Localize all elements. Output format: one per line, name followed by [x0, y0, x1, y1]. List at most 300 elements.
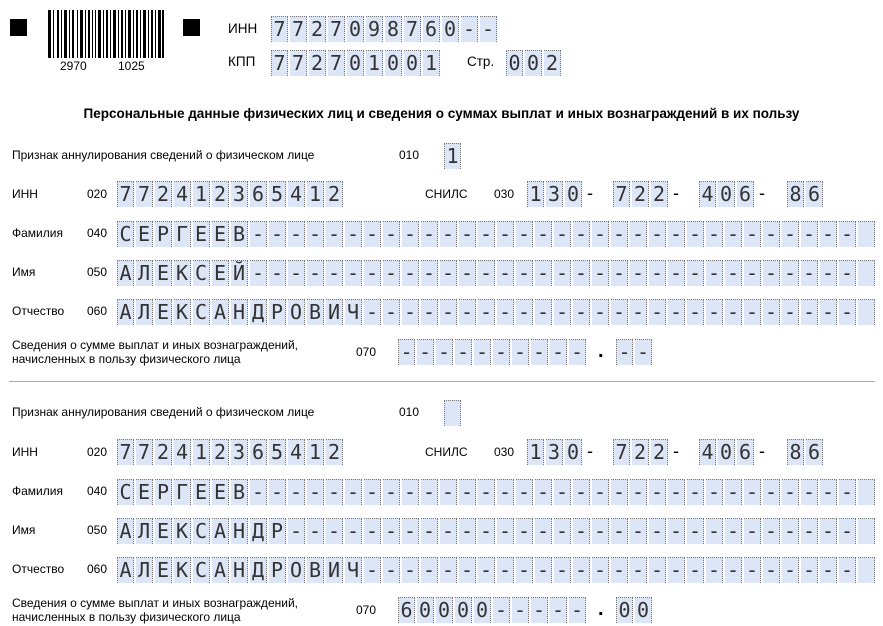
char-cell: - — [763, 299, 780, 325]
char-cell — [858, 557, 875, 583]
char-cell: Д — [250, 518, 267, 544]
char-cell: - — [307, 479, 324, 505]
char-cell: 2 — [651, 439, 668, 465]
char-cell: - — [725, 260, 742, 286]
char-cell: 0 — [525, 50, 542, 76]
snils-dash-2: - — [673, 441, 679, 461]
char-cell: 7 — [271, 50, 288, 76]
char-cell: 0 — [718, 439, 735, 465]
char-cell: - — [535, 479, 552, 505]
char-cell: - — [706, 479, 723, 505]
snils-dash-3: - — [759, 441, 765, 461]
char-cell: - — [493, 597, 510, 623]
record-divider — [9, 381, 875, 382]
char-cell: 0 — [565, 439, 582, 465]
char-cell: Р — [269, 299, 286, 325]
surname-label: Фамилия — [12, 484, 63, 498]
char-cell: - — [383, 479, 400, 505]
char-cell: - — [725, 221, 742, 247]
char-cell: - — [706, 260, 723, 286]
char-cell: - — [725, 557, 742, 583]
char-cell: - — [474, 339, 491, 365]
char-cell: 2 — [544, 50, 561, 76]
char-cell: - — [345, 260, 362, 286]
name-code: 050 — [87, 523, 108, 537]
char-cell: - — [516, 221, 533, 247]
char-cell: - — [725, 479, 742, 505]
char-cell: - — [459, 260, 476, 286]
char-cell — [858, 299, 875, 325]
char-cell: - — [820, 557, 837, 583]
char-cell: - — [250, 260, 267, 286]
char-cell: - — [269, 221, 286, 247]
char-cell: - — [649, 518, 666, 544]
patronymic-field[interactable] — [117, 557, 877, 583]
annul-label: Признак аннулирования сведений о физическом лице — [12, 405, 315, 419]
char-cell: - — [478, 260, 495, 286]
char-cell: 9 — [366, 16, 383, 42]
section-title: Персональные данные физических лиц и сведения о суммах выплат и иных вознаграждений в их пользу — [83, 106, 800, 121]
char-cell: - — [801, 299, 818, 325]
char-cell: - — [725, 299, 742, 325]
char-cell: А — [212, 518, 229, 544]
inn-label: ИНН — [12, 445, 38, 459]
char-cell: Л — [136, 518, 153, 544]
snils-dash-3: - — [759, 183, 765, 203]
char-cell: - — [497, 479, 514, 505]
char-cell: С — [117, 479, 134, 505]
char-cell: - — [573, 260, 590, 286]
char-cell: 6 — [423, 16, 440, 42]
char-cell: 4 — [288, 439, 305, 465]
char-cell: К — [174, 299, 191, 325]
header-inn-field[interactable] — [271, 16, 499, 42]
char-cell: - — [554, 260, 571, 286]
char-cell: К — [174, 557, 191, 583]
surname-field[interactable] — [117, 221, 877, 247]
char-cell: Е — [212, 221, 229, 247]
snils-code: 030 — [494, 187, 515, 201]
char-cell: 0 — [436, 597, 453, 623]
char-cell: - — [478, 518, 495, 544]
char-cell: - — [455, 339, 472, 365]
char-cell: - — [820, 518, 837, 544]
char-cell: 0 — [474, 597, 491, 623]
char-cell: 2 — [309, 50, 326, 76]
char-cell: - — [535, 518, 552, 544]
char-cell: - — [512, 339, 529, 365]
char-cell: 8 — [787, 181, 804, 207]
char-cell: - — [611, 557, 628, 583]
char-cell: - — [782, 518, 799, 544]
char-cell: - — [364, 299, 381, 325]
char-cell: Л — [136, 299, 153, 325]
char-cell: - — [436, 339, 453, 365]
char-cell: - — [839, 479, 856, 505]
char-cell: 1 — [444, 143, 461, 169]
char-cell: И — [326, 299, 343, 325]
char-cell: - — [531, 597, 548, 623]
char-cell: - — [307, 518, 324, 544]
snils-dash-1: - — [587, 441, 593, 461]
name-field[interactable] — [117, 518, 877, 544]
char-cell: - — [573, 221, 590, 247]
char-cell — [858, 518, 875, 544]
char-cell: 4 — [174, 181, 191, 207]
char-cell: 7 — [613, 181, 630, 207]
snils-part-1[interactable] — [527, 439, 584, 465]
char-cell: Н — [231, 557, 248, 583]
char-cell: Е — [136, 479, 153, 505]
corner-marker-right — [183, 19, 200, 36]
char-cell: - — [402, 299, 419, 325]
char-cell: - — [630, 479, 647, 505]
char-cell: - — [611, 299, 628, 325]
char-cell: - — [687, 479, 704, 505]
char-cell: - — [326, 518, 343, 544]
char-cell: - — [478, 221, 495, 247]
char-cell: А — [212, 557, 229, 583]
char-cell: Е — [155, 260, 172, 286]
header-page-label: Стр. — [467, 54, 495, 69]
char-cell: - — [592, 260, 609, 286]
char-cell: - — [421, 557, 438, 583]
char-cell: 4 — [699, 181, 716, 207]
char-cell: 0 — [347, 50, 364, 76]
char-cell: А — [117, 557, 134, 583]
char-cell: - — [573, 299, 590, 325]
char-cell: Р — [155, 221, 172, 247]
char-cell: Е — [136, 221, 153, 247]
char-cell: 7 — [613, 439, 630, 465]
char-cell: 0 — [718, 181, 735, 207]
char-cell: А — [212, 299, 229, 325]
char-cell: О — [288, 557, 305, 583]
char-cell: 1 — [423, 50, 440, 76]
char-cell: - — [820, 479, 837, 505]
char-cell: - — [402, 221, 419, 247]
char-cell: - — [801, 479, 818, 505]
char-cell: - — [421, 299, 438, 325]
char-cell: - — [801, 221, 818, 247]
char-cell: 0 — [442, 16, 459, 42]
char-cell: 2 — [651, 181, 668, 207]
char-cell: - — [345, 479, 362, 505]
char-cell: 2 — [155, 439, 172, 465]
char-cell: - — [288, 479, 305, 505]
char-cell: - — [744, 557, 761, 583]
char-cell: 2 — [326, 181, 343, 207]
char-cell: - — [288, 260, 305, 286]
char-cell: 3 — [231, 439, 248, 465]
char-cell: 6 — [398, 597, 415, 623]
char-cell: 7 — [290, 50, 307, 76]
patronymic-code: 060 — [87, 304, 108, 318]
sum-code: 070 — [356, 603, 377, 617]
sum-decimal-field[interactable] — [616, 339, 654, 365]
char-cell: - — [687, 260, 704, 286]
char-cell: 2 — [326, 439, 343, 465]
sum-decimal-point: . — [598, 340, 604, 362]
char-cell: 1 — [193, 439, 210, 465]
surname-code: 040 — [87, 484, 108, 498]
sum-label-line2: начисленных в пользу физического лица — [12, 352, 241, 366]
snils-part-2[interactable] — [613, 439, 670, 465]
header-kpp-label: КПП — [228, 54, 256, 69]
char-cell: - — [459, 221, 476, 247]
snils-part-1[interactable] — [527, 181, 584, 207]
patronymic-code: 060 — [87, 562, 108, 576]
char-cell: - — [725, 518, 742, 544]
char-cell: - — [531, 339, 548, 365]
char-cell: 6 — [737, 181, 754, 207]
snils-part-4[interactable] — [787, 439, 825, 465]
char-cell: - — [461, 16, 478, 42]
char-cell: Л — [136, 557, 153, 583]
char-cell: - — [402, 479, 419, 505]
char-cell: 3 — [546, 181, 563, 207]
char-cell: - — [706, 518, 723, 544]
char-cell: - — [516, 557, 533, 583]
char-cell: - — [649, 221, 666, 247]
char-cell: - — [569, 597, 586, 623]
char-cell: 0 — [347, 16, 364, 42]
name-label: Имя — [12, 523, 36, 537]
char-cell: - — [668, 518, 685, 544]
char-cell: - — [554, 221, 571, 247]
char-cell: 3 — [546, 439, 563, 465]
barcode-number-left: 2970 — [60, 59, 87, 73]
char-cell: 2 — [632, 439, 649, 465]
char-cell: - — [801, 260, 818, 286]
char-cell: - — [440, 260, 457, 286]
snils-label: СНИЛС — [425, 445, 468, 459]
char-cell: - — [554, 479, 571, 505]
char-cell: Р — [269, 518, 286, 544]
annul-field[interactable] — [444, 400, 463, 426]
char-cell: - — [516, 260, 533, 286]
char-cell: - — [550, 339, 567, 365]
char-cell: 6 — [250, 439, 267, 465]
char-cell: В — [307, 299, 324, 325]
char-cell: Ч — [345, 299, 362, 325]
char-cell: - — [630, 260, 647, 286]
char-cell: - — [649, 479, 666, 505]
sum-label-line1: Сведения о сумме выплат и иных вознаграждений, — [12, 596, 298, 610]
char-cell: - — [550, 597, 567, 623]
char-cell: - — [763, 479, 780, 505]
char-cell: - — [554, 299, 571, 325]
char-cell: - — [345, 518, 362, 544]
char-cell: - — [782, 260, 799, 286]
char-cell: - — [635, 339, 652, 365]
snils-part-2[interactable] — [613, 181, 670, 207]
char-cell: - — [839, 557, 856, 583]
char-cell: Д — [250, 557, 267, 583]
char-cell — [858, 260, 875, 286]
sum-decimal-point: . — [598, 598, 604, 620]
char-cell: 8 — [787, 439, 804, 465]
header-page-field[interactable] — [506, 50, 563, 76]
char-cell: 5 — [269, 439, 286, 465]
sum-integer-field[interactable] — [398, 597, 588, 623]
sum-decimal-field[interactable] — [616, 597, 654, 623]
char-cell: - — [616, 339, 633, 365]
char-cell: С — [193, 299, 210, 325]
char-cell: - — [744, 518, 761, 544]
char-cell: Е — [155, 299, 172, 325]
char-cell: - — [497, 299, 514, 325]
char-cell: Е — [212, 479, 229, 505]
char-cell: - — [763, 221, 780, 247]
char-cell: - — [668, 260, 685, 286]
char-cell: - — [326, 221, 343, 247]
char-cell: - — [417, 339, 434, 365]
char-cell: - — [383, 221, 400, 247]
char-cell: С — [117, 221, 134, 247]
char-cell: - — [744, 221, 761, 247]
char-cell: 2 — [632, 181, 649, 207]
char-cell: - — [592, 299, 609, 325]
char-cell: - — [630, 518, 647, 544]
char-cell: - — [839, 299, 856, 325]
char-cell: Е — [155, 557, 172, 583]
char-cell: - — [535, 260, 552, 286]
char-cell: - — [512, 597, 529, 623]
char-cell: - — [668, 557, 685, 583]
char-cell: - — [573, 557, 590, 583]
inn-label: ИНН — [12, 187, 38, 201]
char-cell: 0 — [616, 597, 633, 623]
char-cell: - — [402, 518, 419, 544]
char-cell: - — [478, 557, 495, 583]
char-cell: 2 — [212, 439, 229, 465]
char-cell: Н — [231, 518, 248, 544]
char-cell: - — [478, 479, 495, 505]
char-cell: - — [782, 221, 799, 247]
char-cell: - — [402, 557, 419, 583]
snils-part-3[interactable] — [699, 181, 756, 207]
char-cell: 7 — [404, 16, 421, 42]
char-cell: - — [592, 518, 609, 544]
char-cell: - — [345, 221, 362, 247]
char-cell — [858, 479, 875, 505]
char-cell: - — [497, 518, 514, 544]
char-cell: - — [782, 299, 799, 325]
char-cell: - — [307, 221, 324, 247]
char-cell: 0 — [404, 50, 421, 76]
char-cell: - — [383, 260, 400, 286]
char-cell: В — [231, 221, 248, 247]
char-cell: - — [820, 299, 837, 325]
char-cell: - — [440, 299, 457, 325]
sum-label-line1: Сведения о сумме выплат и иных вознаграждений, — [12, 338, 298, 352]
char-cell: И — [326, 557, 343, 583]
snils-part-3[interactable] — [699, 439, 756, 465]
char-cell: А — [117, 518, 134, 544]
char-cell: - — [554, 557, 571, 583]
char-cell: - — [440, 479, 457, 505]
char-cell: - — [801, 518, 818, 544]
sum-integer-field[interactable] — [398, 339, 588, 365]
char-cell: 1 — [193, 181, 210, 207]
char-cell: Н — [231, 299, 248, 325]
char-cell: - — [820, 260, 837, 286]
header-inn-label: ИНН — [228, 21, 258, 36]
char-cell: 8 — [385, 16, 402, 42]
char-cell: - — [706, 221, 723, 247]
char-cell: 2 — [155, 181, 172, 207]
char-cell: - — [782, 557, 799, 583]
char-cell: 0 — [417, 597, 434, 623]
char-cell: - — [611, 518, 628, 544]
char-cell: 0 — [565, 181, 582, 207]
snils-part-4[interactable] — [787, 181, 825, 207]
char-cell: - — [288, 518, 305, 544]
inn-field[interactable] — [117, 439, 345, 465]
inn-field[interactable] — [117, 181, 345, 207]
patronymic-label: Отчество — [12, 562, 65, 576]
char-cell: - — [668, 299, 685, 325]
char-cell: Л — [136, 260, 153, 286]
char-cell: 2 — [309, 16, 326, 42]
char-cell: - — [801, 557, 818, 583]
char-cell — [858, 221, 875, 247]
annul-field[interactable] — [444, 143, 463, 169]
corner-marker-left — [10, 19, 27, 36]
char-cell: - — [687, 518, 704, 544]
char-cell: - — [269, 260, 286, 286]
char-cell: - — [459, 518, 476, 544]
char-cell: - — [649, 260, 666, 286]
char-cell: Й — [231, 260, 248, 286]
char-cell: 4 — [288, 181, 305, 207]
surname-label: Фамилия — [12, 226, 63, 240]
snils-label: СНИЛС — [425, 187, 468, 201]
char-cell: - — [611, 221, 628, 247]
char-cell: О — [288, 299, 305, 325]
char-cell: - — [535, 557, 552, 583]
char-cell: Г — [174, 221, 191, 247]
patronymic-field[interactable] — [117, 299, 877, 325]
name-label: Имя — [12, 265, 36, 279]
name-field[interactable] — [117, 260, 877, 286]
char-cell: 7 — [290, 16, 307, 42]
char-cell: - — [421, 479, 438, 505]
char-cell: - — [668, 221, 685, 247]
char-cell: - — [649, 557, 666, 583]
char-cell: - — [459, 479, 476, 505]
char-cell: 1 — [366, 50, 383, 76]
header-kpp-field[interactable] — [271, 50, 442, 76]
char-cell: - — [421, 518, 438, 544]
char-cell: - — [288, 221, 305, 247]
char-cell: - — [398, 339, 415, 365]
sum-label-line2: начисленных в пользу физического лица — [12, 610, 241, 624]
char-cell: С — [193, 260, 210, 286]
surname-field[interactable] — [117, 479, 877, 505]
char-cell: 6 — [806, 439, 823, 465]
char-cell: С — [193, 557, 210, 583]
surname-code: 040 — [87, 226, 108, 240]
char-cell: - — [687, 221, 704, 247]
char-cell: - — [592, 479, 609, 505]
char-cell: - — [744, 299, 761, 325]
char-cell: 7 — [117, 181, 134, 207]
char-cell: - — [820, 221, 837, 247]
char-cell: - — [535, 221, 552, 247]
char-cell: - — [364, 518, 381, 544]
